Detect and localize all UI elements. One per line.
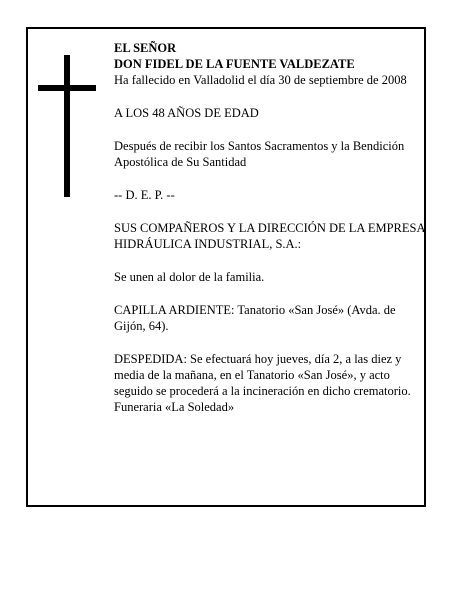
colleagues-line: SUS COMPAÑEROS Y LA DIRECCIÓN DE LA EMPRESA HIDRÁULICA INDUSTRIAL, S.A.:	[114, 221, 425, 251]
condolence-line: Se unen al dolor de la familia.	[114, 270, 265, 284]
rip-line: -- D. E. P. --	[114, 188, 175, 202]
funeral-home-line: Funeraria «La Soledad»	[114, 400, 235, 414]
spacer	[114, 285, 430, 302]
spacer	[114, 252, 430, 269]
cross-icon	[38, 55, 96, 197]
deceased-name: DON FIDEL DE LA FUENTE VALDEZATE	[114, 57, 355, 71]
spacer	[114, 203, 430, 220]
spacer	[114, 170, 430, 187]
deceased-title: EL SEÑOR	[114, 41, 177, 55]
cross-horizontal-bar	[38, 85, 96, 91]
farewell-line: DESPEDIDA: Se efectuará hoy jueves, día 2, a las diez y media de la mañana, en el Tanatorio «San José», y acto seguido se procederá a la incineración en dicho crematorio.	[114, 352, 411, 398]
chapel-line: CAPILLA ARDIENTE: Tanatorio «San José» (Avda. de Gijón, 64).	[114, 303, 396, 333]
age-line: A LOS 48 AÑOS DE EDAD	[114, 106, 259, 120]
death-announcement: Ha fallecido en Valladolid el día 30 de septiembre de 2008	[114, 73, 407, 87]
obituary-text	[114, 40, 430, 415]
spacer	[114, 121, 430, 138]
cross-vertical-bar	[64, 55, 70, 197]
spacer	[114, 88, 430, 105]
spacer	[114, 334, 430, 351]
sacraments-line: Después de recibir los Santos Sacramentos y la Bendición Apostólica de Su Santidad	[114, 139, 405, 169]
